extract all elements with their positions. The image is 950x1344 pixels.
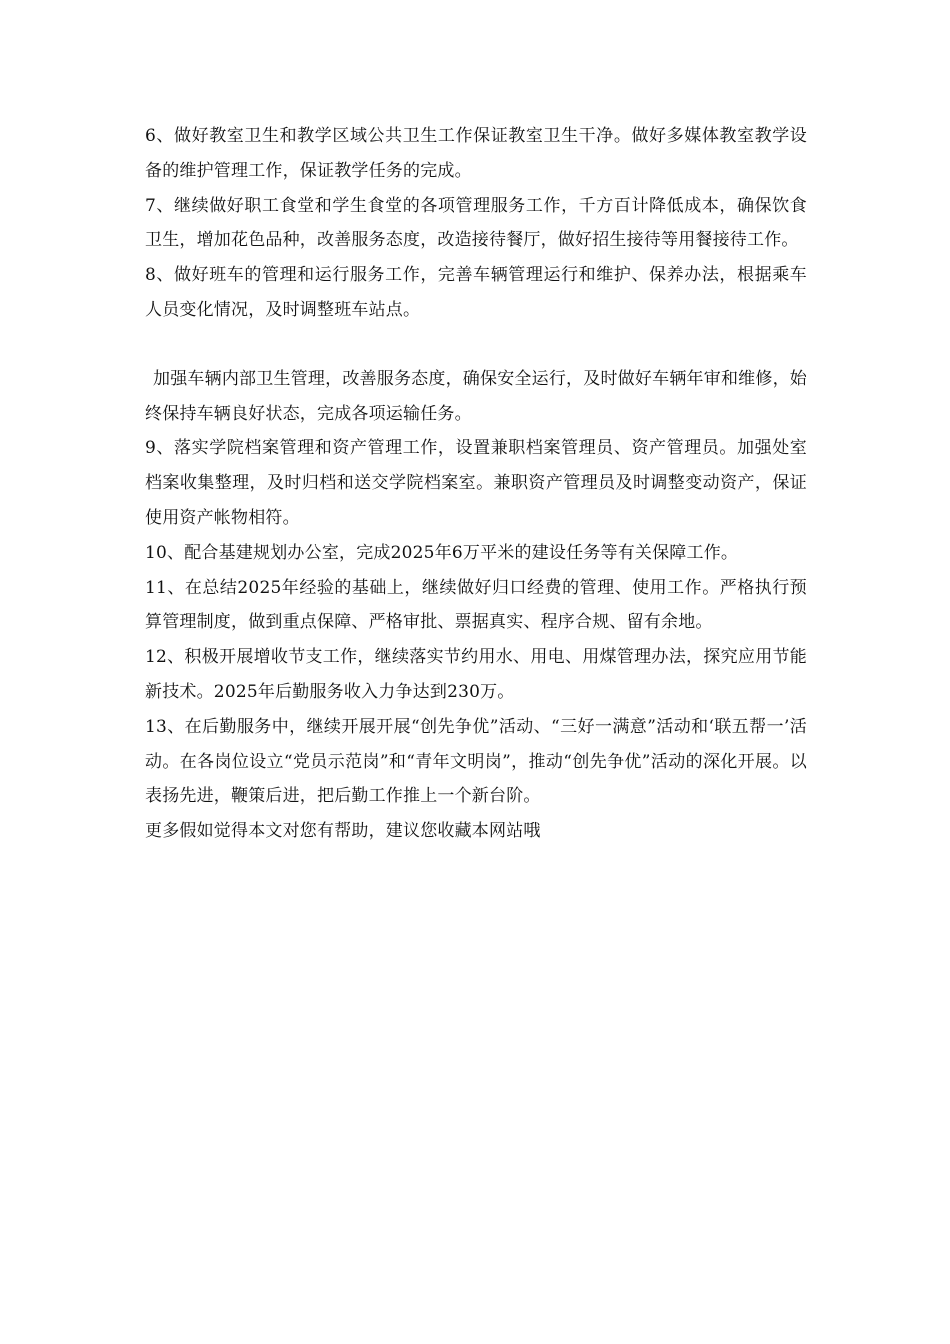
- paragraph-item-9: 9、落实学院档案管理和资产管理工作，设置兼职档案管理员、资产管理员。加强处室档案收集整理，及时归档和送交学院档案室。兼职资产管理员及时调整变动资产，保证使用资产帐物相符。: [145, 438, 807, 528]
- paragraph-item-10: 10、配合基建规划办公室，完成2025年6万平米的建设任务等有关保障工作。: [145, 542, 739, 563]
- document-body: [145, 119, 807, 849]
- paragraph-item-12: 12、积极开展增收节支工作，继续落实节约用水、用电、用煤管理办法，探究应用节能新技术。2025年后勤服务收入力争达到230万。: [145, 647, 807, 702]
- paragraph-item-7: 7、继续做好职工食堂和学生食堂的各项管理服务工作，千方百计降低成本，确保饮食卫生，增加花色品种，改善服务态度，改造接待餐厅，做好招生接待等用餐接待工作。: [145, 195, 807, 251]
- paragraph-spacer: [145, 328, 807, 362]
- paragraph-item-8: 8、做好班车的管理和运行服务工作，完善车辆管理运行和维护、保养办法，根据乘车人员变化情况，及时调整班车站点。: [145, 265, 807, 320]
- paragraph-item-13: 13、在后勤服务中，继续开展开展“创先争优”活动、“三好一满意”活动和‘联五帮一’活动。在各岗位设立“党员示范岗”和“青年文明岗”，推动“创先争优”活动的深化开展。以表扬先进，鞭策后进，把后勤工作推上一个新台阶。: [145, 716, 807, 807]
- paragraph-item-11: 11、在总结2025年经验的基础上，继续做好归口经费的管理、使用工作。严格执行预算管理制度，做到重点保障、严格审批、票据真实、程序合规、留有余地。: [145, 577, 807, 633]
- paragraph-item-6: 6、做好教室卫生和教学区域公共卫生工作保证教室卫生干净。做好多媒体教室教学设备的维护管理工作，保证教学任务的完成。: [145, 126, 807, 181]
- paragraph-vehicle-maintenance: 加强车辆内部卫生管理，改善服务态度，确保安全运行，及时做好车辆年审和维修，始终保持车辆良好状态，完成各项运输任务。: [145, 368, 807, 424]
- closing-note: 更多假如觉得本文对您有帮助，建议您收藏本网站哦: [145, 821, 541, 842]
